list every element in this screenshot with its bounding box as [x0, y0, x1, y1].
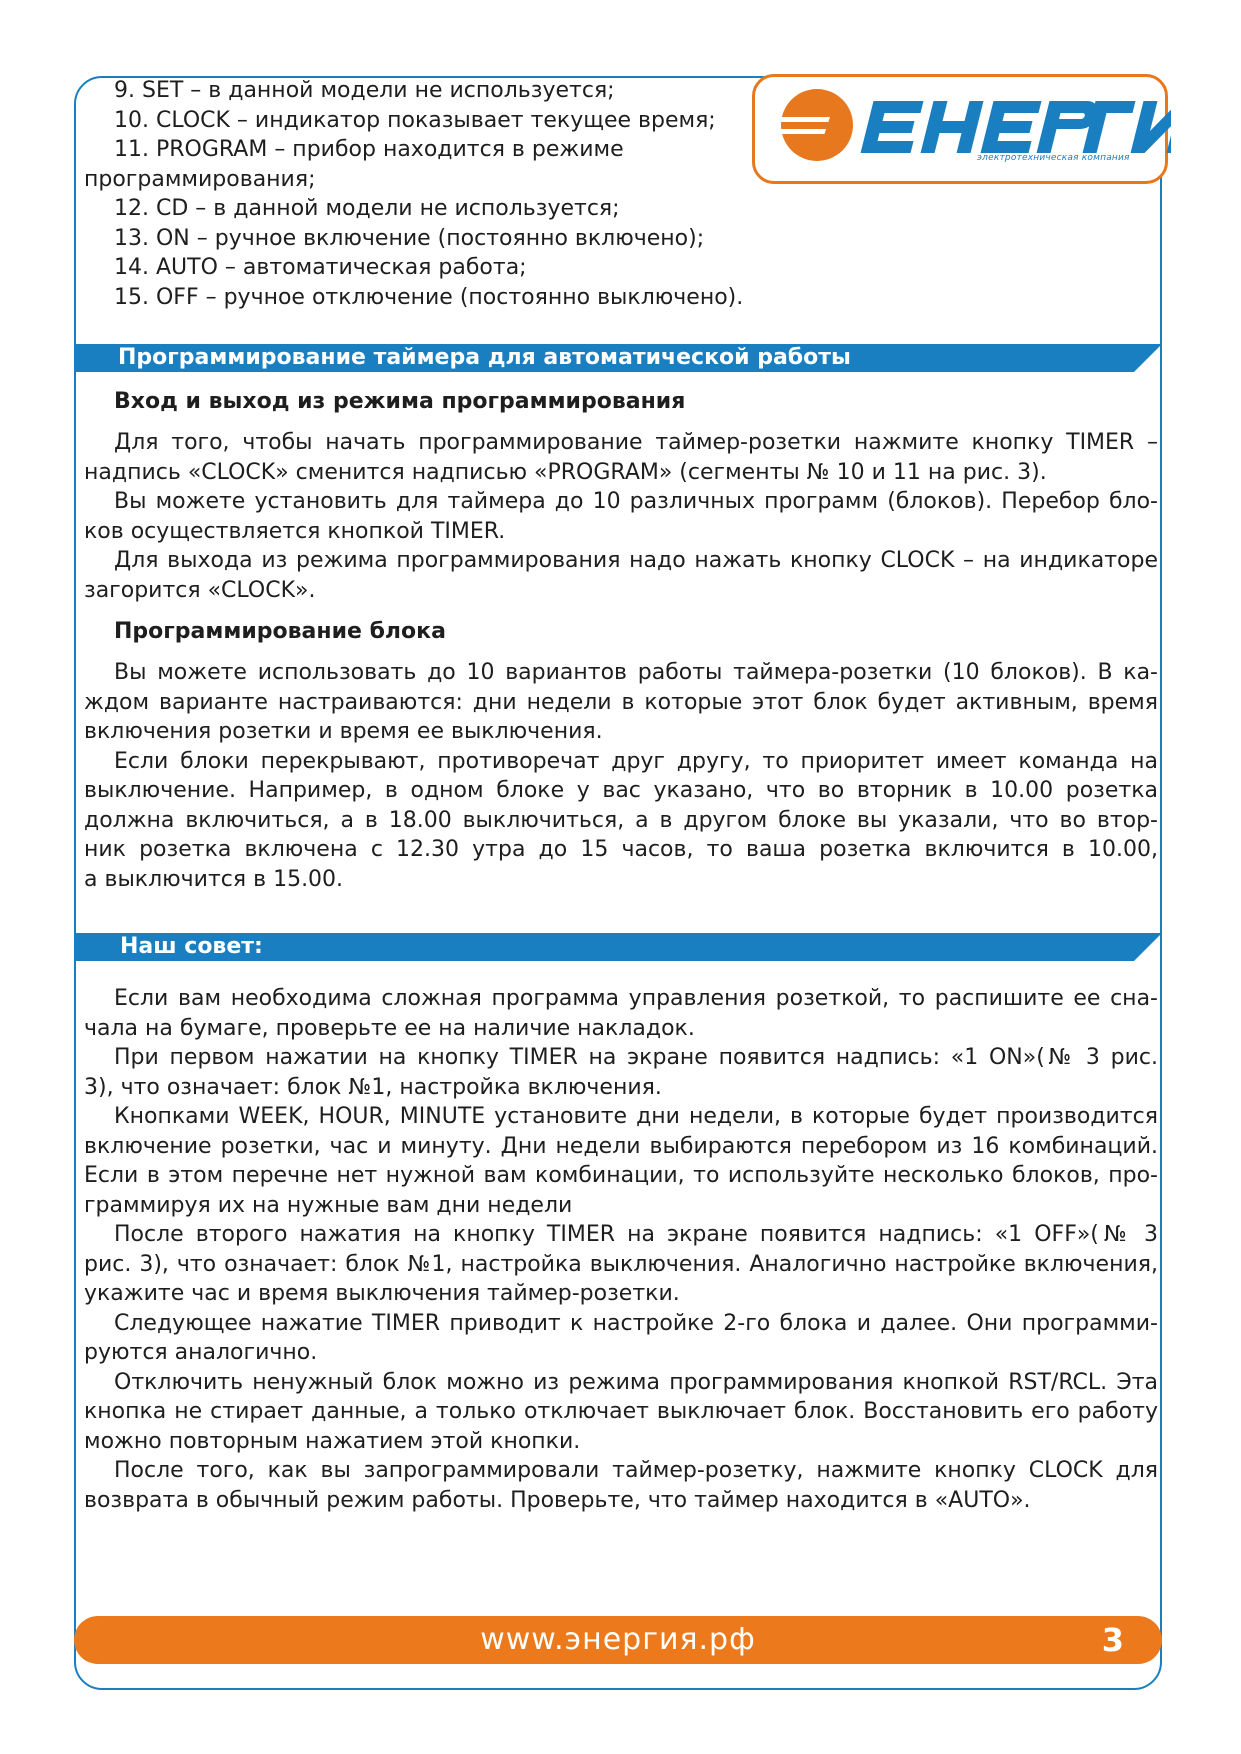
paragraph-line: 3), что означает: блок №1, настройка включения. [84, 1074, 662, 1100]
paragraph-line: чала на бумаге, проверьте ее на наличие накладок. [84, 1015, 695, 1041]
paragraph-line: Если в этом перечне нет нужной вам комбинации, то используйте несколько блоков, про- [84, 1163, 1158, 1188]
footer-bar [74, 1616, 1162, 1664]
paragraph-line: ждом варианте настраиваются: дни недели в которые этот блок будет активным, время [84, 689, 1158, 715]
logo-tagline: электротехническая компания [977, 153, 1130, 163]
list-item-continuation: программирования; [84, 166, 316, 192]
paragraph-line: включение розетки, час и минуту. Дни недели выбираются перебором из 16 комбинаций. [84, 1133, 1158, 1159]
paragraph-line: При первом нажатии на кнопку TIMER на экране появится надпись: «1 ON»(№ 3 рис. [114, 1045, 1158, 1070]
section-advice [84, 984, 1158, 1515]
paragraph-line: можно повторным нажатием этой кнопки. [84, 1428, 581, 1454]
paragraph-line: граммируя их на нужные вам дни недели [84, 1192, 573, 1218]
paragraph-line: После второго нажатия на кнопку TIMER на экране появится надпись: «1 OFF»(№ 3 [114, 1222, 1158, 1247]
website-link[interactable]: www.энергия.рф [480, 1622, 756, 1657]
paragraph-line: должна включиться, а в 18.00 выключиться, а в другом блоке вы указали, что во втор- [84, 807, 1158, 833]
paragraph-line: включения розетки и время ее выключения. [84, 719, 603, 744]
list-item: 9. SET – в данной модели не используется; [114, 78, 615, 103]
list-item: 11. PROGRAM – прибор находится в режиме [114, 137, 624, 162]
paragraph-line: ков осуществляется кнопкой TIMER. [84, 518, 506, 544]
paragraph-line: рис. 3), что означает: блок №1, настройка выключения. Аналогично настройке включения, [84, 1251, 1158, 1277]
page-number: 3 [1101, 1621, 1124, 1659]
paragraph-line: Вы можете использовать до 10 вариантов работы таймера-розетки (10 блоков). В ка- [114, 660, 1158, 685]
subsection-title: Программирование блока [114, 619, 446, 644]
paragraph-line: надпись «CLOCK» сменится надписью «PROGRAM» (сегменты № 10 и 11 на рис. 3). [84, 459, 1047, 485]
list-item: 13. ON – ручное включение (постоянно включено); [114, 225, 705, 251]
subsection-title: Вход и выход из режима программирования [114, 389, 686, 414]
paragraph-line: а выключится в 15.00. [84, 866, 344, 892]
paragraph-line: руются аналогично. [84, 1340, 318, 1365]
intro-list [84, 76, 1164, 312]
list-item: 14. AUTO – автоматическая работа; [114, 255, 527, 280]
paragraph-line: После того, как вы запрограммировали таймер-розетку, нажмите кнопку CLOCK для [114, 1458, 1158, 1483]
paragraph-line: кнопка не стирает данные, а только отключает выключает блок. Восстановить его работу [84, 1399, 1158, 1424]
paragraph-line: Если вам необходима сложная программа управления розеткой, то распишите ее сна- [114, 986, 1158, 1011]
paragraph-line: Для того, чтобы начать программирование таймер-розетки нажмите кнопку TIMER – [114, 430, 1158, 455]
section-programming [84, 387, 1158, 894]
list-item: 10. CLOCK – индикатор показывает текущее время; [114, 107, 716, 133]
paragraph-line: Если блоки перекрывают, противоречат друг другу, то приоритет имеет команда на [114, 748, 1158, 774]
section-title: Наш совет: [120, 934, 263, 959]
paragraph-line: возврата в обычный режим работы. Проверьте, что таймер находится в «AUTO». [84, 1487, 1031, 1513]
paragraph-line: выключение. Например, в одном блоке у вас указано, что во вторник в 10.00 розетка [84, 778, 1158, 803]
paragraph-line: ник розетка включена с 12.30 утра до 15 часов, то ваша розетка включится в 10.00, [84, 837, 1158, 862]
paragraph-line: Вы можете установить для таймера до 10 различных программ (блоков). Перебор бло- [114, 489, 1158, 514]
paragraph-line: загорится «CLOCK». [84, 577, 316, 603]
section-title: Программирование таймера для автоматической работы [118, 345, 851, 370]
list-item: 12. CD – в данной модели не используется; [114, 196, 620, 221]
paragraph-line: Кнопками WEEK, HOUR, MINUTE установите дни недели, в которые будет производится [114, 1104, 1158, 1129]
paragraph-line: укажите час и время выключения таймер-розетки. [84, 1281, 680, 1306]
paragraph-line: Для выхода из режима программирования надо нажать кнопку CLOCK – на индикаторе [114, 548, 1158, 573]
paragraph-line: Следующее нажатие TIMER приводит к настройке 2-го блока и далее. Они программи- [114, 1310, 1158, 1336]
paragraph-line: Отключить ненужный блок можно из режима программирования кнопкой RST/RCL. Эта [114, 1369, 1158, 1395]
list-item: 15. OFF – ручное отключение (постоянно выключено). [114, 284, 744, 310]
